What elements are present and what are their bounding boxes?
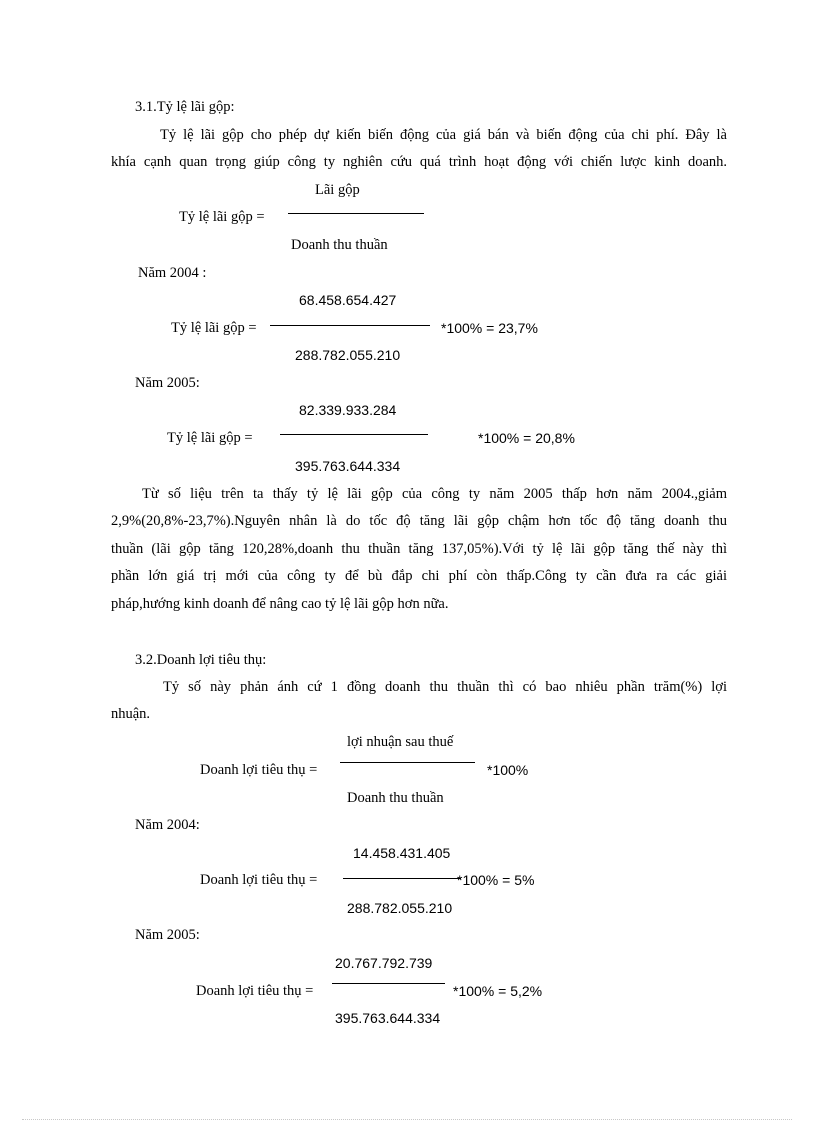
gross-profit-2004-numerator: 68.458.654.427 <box>299 292 397 308</box>
year-2005-label-s1: Năm 2005: <box>135 375 200 391</box>
section-3-1-intro-line-2: khía cạnh quan trọng giúp công ty nghiên cứu quá trình hoạt động với chiến lược kinh doanh. <box>111 154 727 170</box>
formula-1-label: Tỷ lệ lãi gộp = <box>179 209 265 225</box>
sales-return-2004-label: Doanh lợi tiêu thụ = <box>200 872 318 888</box>
gross-margin-2005-result: *100% = 20,8% <box>478 430 575 446</box>
section-3-2-intro-line-1: Tỷ số này phản ánh cứ 1 đồng doanh thu thuần thì có bao nhiêu phần trăm(%) lợi <box>163 679 727 695</box>
section-3-1-heading: 3.1.Tỷ lệ lãi gộp: <box>135 99 235 115</box>
gross-margin-2004-fraction-bar <box>270 325 430 326</box>
gross-margin-2005-label: Tỷ lệ lãi gộp = <box>167 430 253 446</box>
revenue-2005-denominator-s2: 395.763.644.334 <box>335 1010 441 1026</box>
section-3-2-intro-line-2: nhuận. <box>111 706 151 722</box>
year-2004-label-s2: Năm 2004: <box>135 817 200 833</box>
sales-return-2005-label: Doanh lợi tiêu thụ = <box>196 983 314 999</box>
formula-1-numerator: Lãi gộp <box>315 182 360 198</box>
formula-2-fraction-bar <box>340 762 475 763</box>
formula-2-label: Doanh lợi tiêu thụ = <box>200 762 318 778</box>
year-2005-label-s2: Năm 2005: <box>135 927 200 943</box>
gross-profit-2005-numerator: 82.339.933.284 <box>299 402 397 418</box>
analysis-line-5: pháp,hướng kinh doanh để nâng cao tỷ lệ lãi gộp hơn nữa. <box>111 596 449 612</box>
formula-1-fraction-bar <box>288 213 424 214</box>
section-3-1-intro-line-1: Tỷ lệ lãi gộp cho phép dự kiến biến động của giá bán và biến động của chi phí. Đây là <box>160 127 727 143</box>
formula-2-multiplier: *100% <box>487 762 529 778</box>
sales-return-2005-result: *100% = 5,2% <box>453 983 543 999</box>
gross-margin-2005-fraction-bar <box>280 434 428 435</box>
analysis-line-4: phần lớn giá trị mới của công ty để bù đắp chi phí còn thấp.Công ty cần đưa ra các giải <box>111 568 727 584</box>
revenue-2005-denominator: 395.763.644.334 <box>295 458 401 474</box>
net-profit-2005-numerator: 20.767.792.739 <box>335 955 433 971</box>
net-profit-2004-numerator: 14.458.431.405 <box>353 845 451 861</box>
sales-return-2004-fraction-bar <box>343 878 461 879</box>
formula-2-numerator: lợi nhuận sau thuế <box>347 734 454 750</box>
revenue-2004-denominator: 288.782.055.210 <box>295 347 401 363</box>
analysis-line-2: 2,9%(20,8%-23,7%).Nguyên nhân là do tốc độ tăng lãi gộp chậm hơn tốc độ tăng doanh thu <box>111 513 727 529</box>
formula-1-denominator: Doanh thu thuần <box>291 237 388 253</box>
gross-margin-2004-label: Tỷ lệ lãi gộp = <box>171 320 257 336</box>
year-2004-label-s1: Năm 2004 : <box>138 265 207 281</box>
section-3-2-heading: 3.2.Doanh lợi tiêu thụ: <box>135 652 267 668</box>
analysis-line-1: Từ số liệu trên ta thấy tỷ lệ lãi gộp của công ty năm 2005 thấp hơn năm 2004.,giảm <box>142 486 727 502</box>
formula-2-denominator: Doanh thu thuần <box>347 790 444 806</box>
revenue-2004-denominator-s2: 288.782.055.210 <box>347 900 453 916</box>
sales-return-2005-fraction-bar <box>332 983 445 984</box>
analysis-line-3: thuần (lãi gộp tăng 120,28%,doanh thu thuần tăng 137,05%).Với tỷ lệ lãi gộp tăng thế này thì <box>111 541 727 557</box>
gross-margin-2004-result: *100% = 23,7% <box>441 320 538 336</box>
page-bottom-edge <box>22 1119 792 1120</box>
sales-return-2004-result: *100% = 5% <box>457 872 535 888</box>
